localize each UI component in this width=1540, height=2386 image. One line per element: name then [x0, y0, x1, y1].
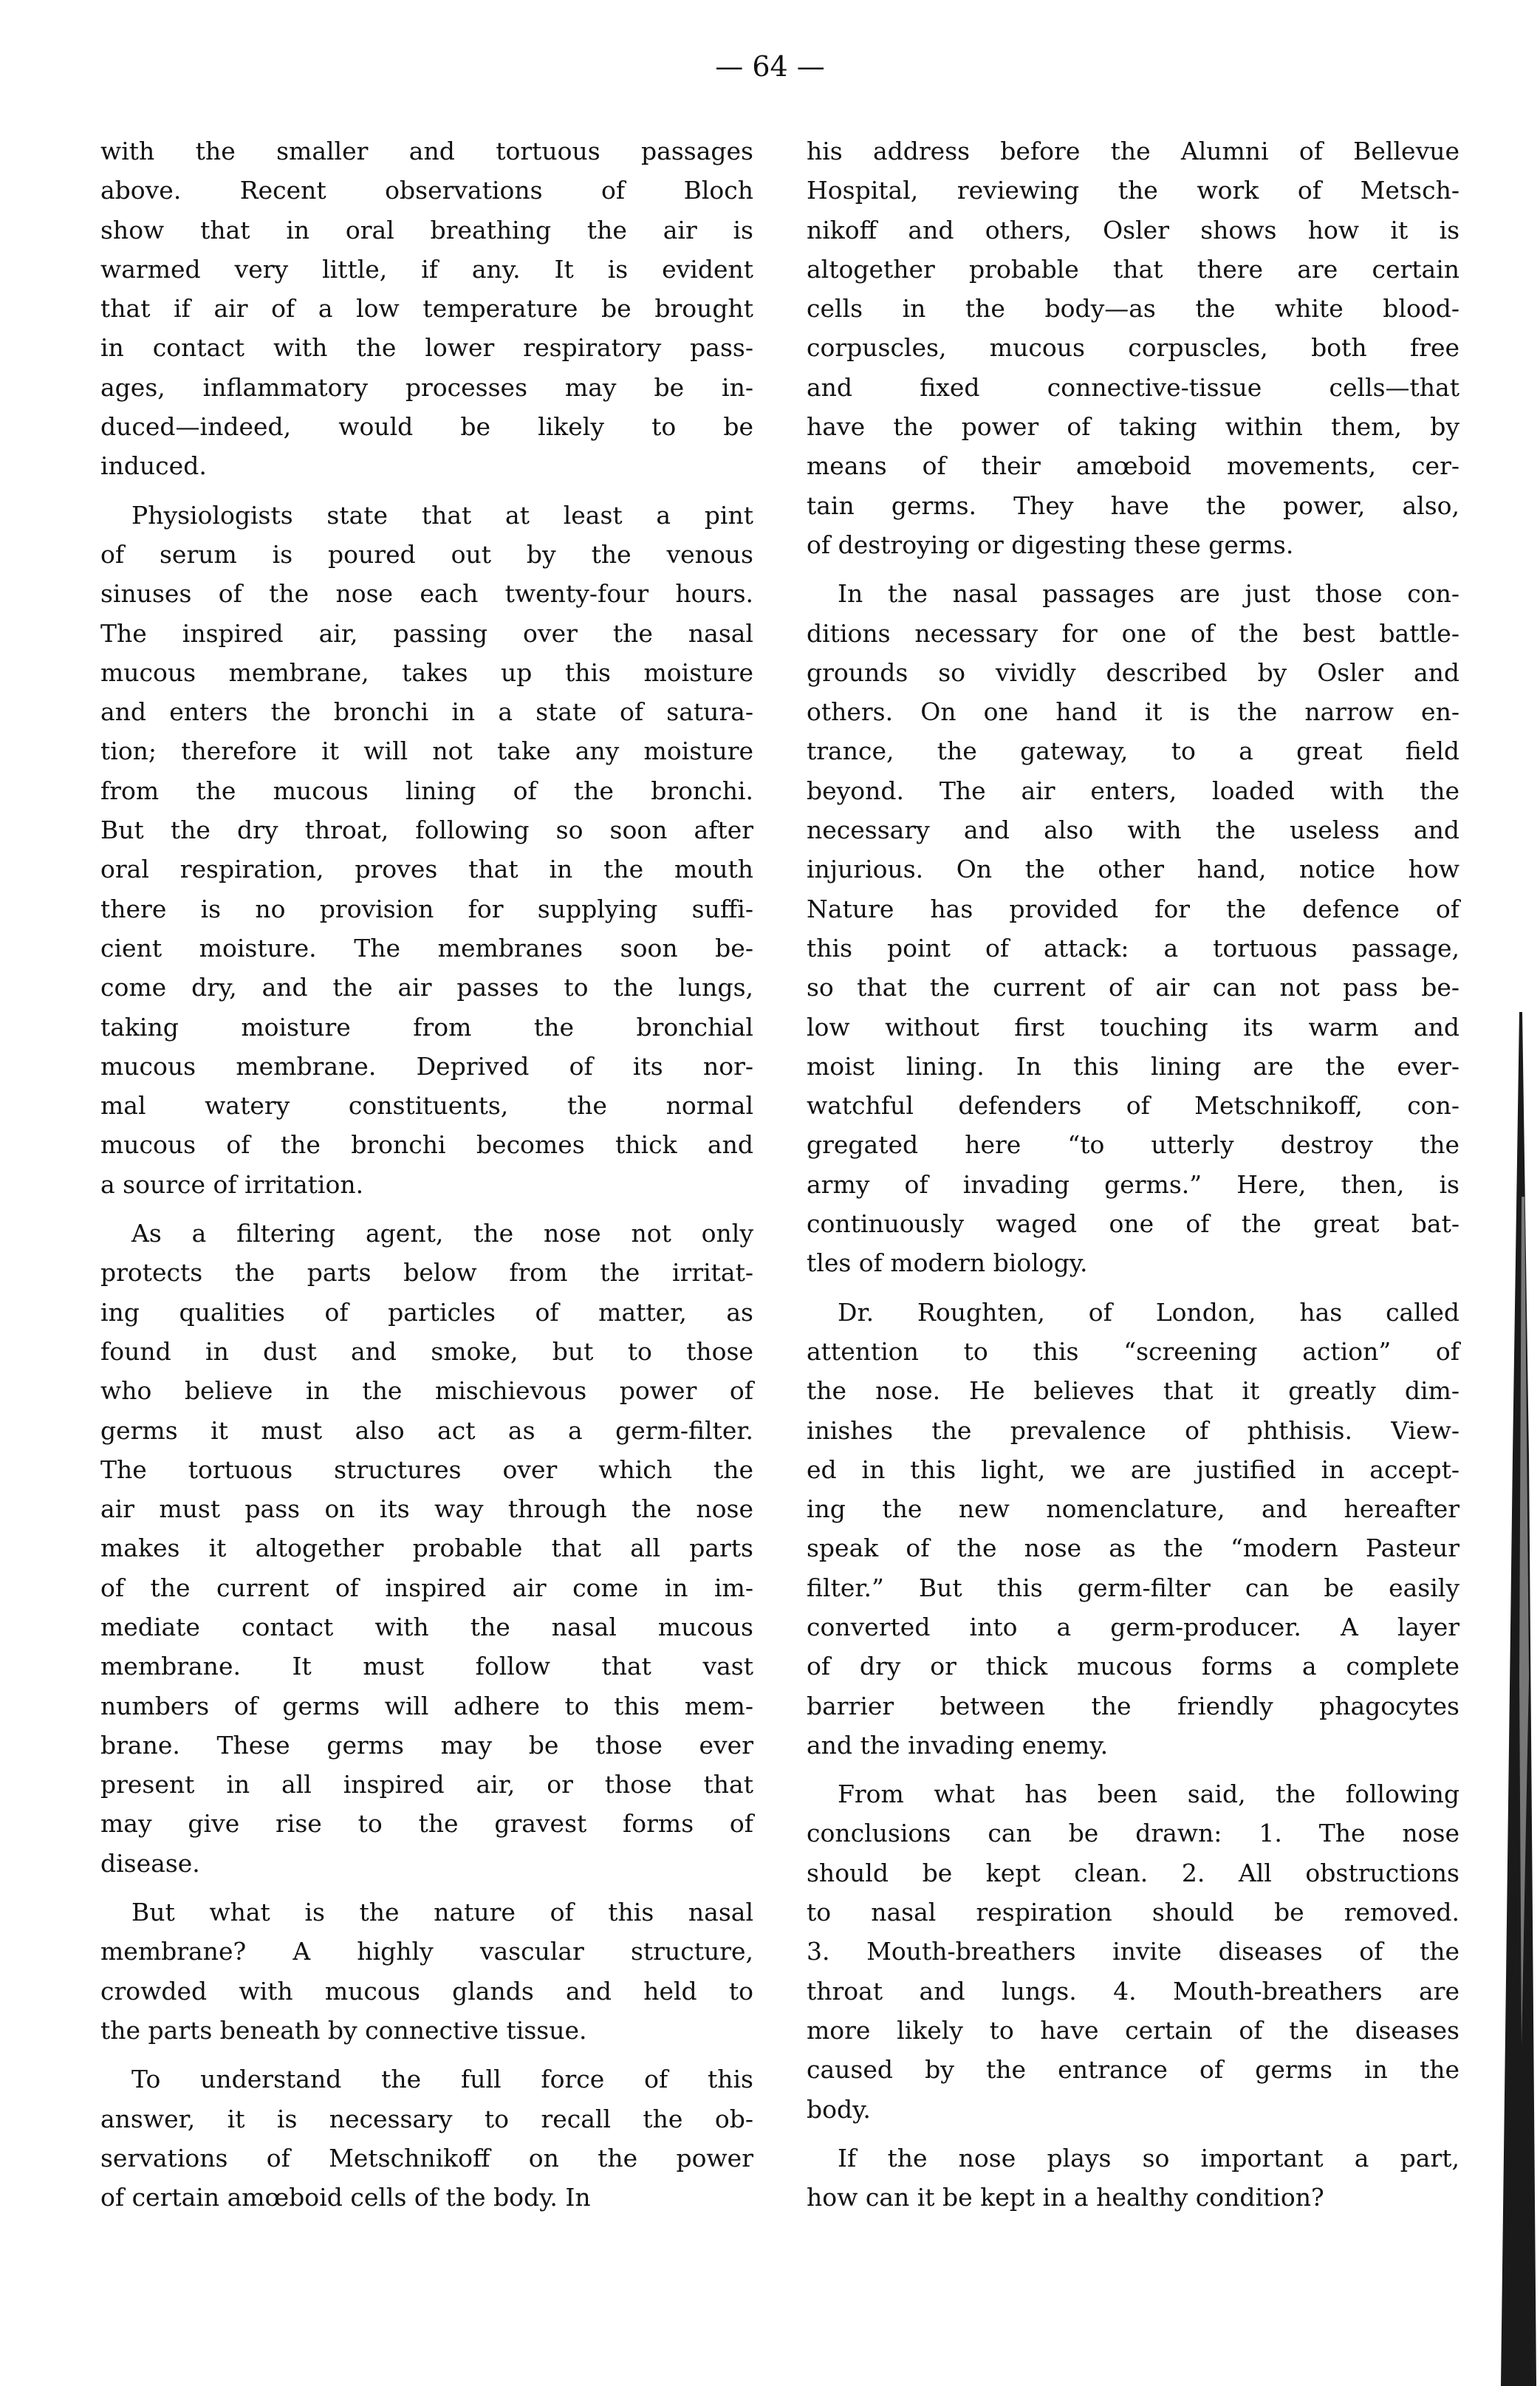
text-line: gregated here “to utterly destroy the	[807, 1130, 1459, 1160]
text-line: Hospital, reviewing the work of Metsch-	[807, 176, 1459, 205]
text-line: From what has been said, the following	[838, 1780, 1459, 1809]
text-line: may give rise to the gravest forms of	[100, 1809, 753, 1839]
page-number: — 64 —	[715, 50, 825, 83]
text-line: tles of modern biology.	[807, 1248, 1088, 1278]
text-line: body.	[807, 2094, 871, 2124]
text-line: Nature has provided for the defence of	[807, 894, 1459, 923]
text-line: germs it must also act as a germ-filter.	[100, 1415, 753, 1445]
text-line: the nose. He believes that it greatly dim-	[807, 1376, 1459, 1406]
text-line: army of invading germs.” Here, then, is	[807, 1169, 1459, 1199]
text-line: duced—indeed, would be likely to be	[100, 412, 753, 442]
text-line: air must pass on its way through the nose	[100, 1494, 753, 1524]
text-line: conclusions can be drawn: 1. The nose	[807, 1819, 1459, 1848]
text-line: The inspired air, passing over the nasal	[100, 618, 753, 648]
paragraph	[100, 2059, 753, 2217]
text-line: and fixed connective-tissue cells—that	[807, 372, 1459, 402]
text-line: necessary and also with the useless and	[807, 816, 1459, 845]
text-line: tain germs. They have the power, also,	[807, 490, 1459, 520]
scan-edge-shadow	[1499, 1012, 1540, 2386]
text-line: servations of Metschnikoff on the power	[100, 2143, 753, 2173]
text-line: As a filtering agent, the nose not only	[131, 1219, 753, 1248]
text-line: and enters the bronchi in a state of satura-	[100, 697, 753, 727]
text-line: crowded with mucous glands and held to	[100, 1976, 753, 2006]
text-line: But the dry throat, following so soon after	[100, 816, 753, 845]
text-line: nikoff and others, Osler shows how it is	[807, 215, 1459, 245]
text-line: who believe in the mischievous power of	[100, 1376, 753, 1406]
text-line: disease.	[100, 1848, 200, 1878]
text-line: to nasal respiration should be removed.	[807, 1898, 1459, 1927]
text-line: of certain amœboid cells of the body. In	[100, 2183, 591, 2212]
text-line: present in all inspired air, or those that	[100, 1770, 753, 1799]
text-line: ditions necessary for one of the best battle-	[807, 618, 1459, 648]
text-line: But what is the nature of this nasal	[131, 1898, 753, 1927]
text-line: mucous membrane. Deprived of its nor-	[100, 1051, 753, 1081]
text-line: of the current of inspired air come in im-	[100, 1573, 753, 1602]
text-line: taking moisture from the bronchial	[100, 1012, 753, 1042]
text-line: should be kept clean. 2. All obstructions	[807, 1858, 1459, 1887]
text-line: ages, inflammatory processes may be in-	[100, 372, 753, 402]
text-line: The tortuous structures over which the	[100, 1454, 753, 1484]
text-line: of serum is poured out by the venous	[100, 539, 753, 569]
text-line: cells in the body—as the white blood-	[807, 294, 1459, 324]
text-line: altogether probable that there are certain	[807, 254, 1459, 284]
text-line: this point of attack: a tortuous passage,	[807, 933, 1459, 963]
paragraph	[807, 131, 1459, 564]
paragraph	[100, 1893, 753, 2050]
paragraph	[807, 1293, 1459, 1765]
text-line: trance, the gateway, to a great field	[807, 736, 1459, 766]
text-line: found in dust and smoke, but to those	[100, 1336, 753, 1366]
text-line: speak of the nose as the “modern Pasteur	[807, 1534, 1459, 1563]
text-line: oral respiration, proves that in the mouth	[100, 855, 753, 884]
text-line: means of their amœboid movements, cer-	[807, 451, 1459, 481]
text-line: injurious. On the other hand, notice how	[807, 855, 1459, 884]
text-line: cient moisture. The membranes soon be-	[100, 933, 753, 963]
text-line: moist lining. In this lining are the ever-	[807, 1051, 1459, 1081]
text-line: his address before the Alumni of Bellevue	[807, 137, 1459, 165]
text-line: that if air of a low temperature be brought	[100, 294, 753, 324]
text-line: brane. These germs may be those ever	[100, 1730, 753, 1760]
text-line: If the nose plays so important a part,	[838, 2143, 1459, 2173]
text-line: warmed very little, if any. It is evident	[100, 254, 753, 284]
text-line: mal watery constituents, the normal	[100, 1091, 753, 1121]
paragraph	[807, 1774, 1459, 2129]
text-line: answer, it is necessary to recall the ob-	[100, 2104, 753, 2133]
paragraph	[100, 131, 753, 486]
text-line: mediate contact with the nasal mucous	[100, 1612, 753, 1641]
text-line: show that in oral breathing the air is	[100, 215, 753, 245]
text-line: numbers of germs will adhere to this mem-	[100, 1691, 753, 1720]
text-line: others. On one hand it is the narrow en-	[807, 697, 1459, 727]
text-line: protects the parts below from the irritat-	[100, 1258, 753, 1288]
text-line: mucous of the bronchi becomes thick and	[100, 1130, 753, 1160]
text-line: 3. Mouth-breathers invite diseases of the	[807, 1937, 1459, 1966]
paragraph	[807, 2139, 1459, 2218]
text-line: watchful defenders of Metschnikoff, con-	[807, 1091, 1459, 1121]
text-line: grounds so vividly described by Osler and	[807, 657, 1459, 687]
text-line: induced.	[100, 451, 207, 481]
text-line: have the power of taking within them, by	[807, 412, 1459, 442]
text-line: filter.” But this germ-filter can be easily	[807, 1573, 1459, 1602]
text-line: attention to this “screening action” of	[807, 1336, 1459, 1366]
text-line: corpuscles, mucous corpuscles, both free	[807, 333, 1459, 363]
text-line: To understand the full force of this	[131, 2065, 753, 2094]
text-line: from the mucous lining of the bronchi.	[100, 776, 753, 805]
text-line: converted into a germ-producer. A layer	[807, 1612, 1459, 1641]
paragraph	[100, 1214, 753, 1883]
text-line: a source of irritation.	[100, 1169, 364, 1199]
right-column	[807, 131, 1459, 2226]
text-line: there is no provision for supplying suffi-	[100, 894, 753, 923]
text-line: the parts beneath by connective tissue.	[100, 2015, 587, 2045]
text-line: low without first touching its warm and	[807, 1012, 1459, 1042]
text-line: inishes the prevalence of phthisis. View-	[807, 1415, 1459, 1445]
text-line: of dry or thick mucous forms a complete	[807, 1652, 1459, 1681]
text-line: mucous membrane, takes up this moisture	[100, 657, 753, 687]
text-line: more likely to have certain of the diseases	[807, 2015, 1459, 2045]
left-column	[100, 131, 753, 2226]
text-line: barrier between the friendly phagocytes	[807, 1691, 1459, 1720]
text-line: ed in this light, we are justified in accept-	[807, 1454, 1459, 1484]
text-line: throat and lungs. 4. Mouth-breathers are	[807, 1976, 1459, 2006]
text-line: continuously waged one of the great bat-	[807, 1209, 1459, 1239]
text-line: membrane. It must follow that vast	[100, 1652, 753, 1681]
text-line: above. Recent observations of Bloch	[100, 176, 753, 205]
text-line: beyond. The air enters, loaded with the	[807, 776, 1459, 805]
text-line: tion; therefore it will not take any moisture	[100, 736, 753, 766]
text-line: with the smaller and tortuous passages	[100, 137, 753, 165]
text-line: sinuses of the nose each twenty-four hours.	[100, 579, 753, 609]
paragraph	[100, 496, 753, 1204]
text-line: come dry, and the air passes to the lungs,	[100, 973, 753, 1002]
text-line: how can it be kept in a healthy condition?	[807, 2183, 1324, 2212]
text-line: Physiologists state that at least a pint	[131, 500, 753, 530]
text-line: membrane? A highly vascular structure,	[100, 1937, 753, 1966]
text-line: so that the current of air can not pass be-	[807, 973, 1459, 1002]
text-line: and the invading enemy.	[807, 1730, 1109, 1760]
text-line: of destroying or digesting these germs.	[807, 530, 1294, 559]
paragraph	[807, 574, 1459, 1282]
text-line: in contact with the lower respiratory pass-	[100, 333, 753, 363]
text-line: ing the new nomenclature, and hereafter	[807, 1494, 1459, 1524]
text-line: ing qualities of particles of matter, as	[100, 1297, 753, 1327]
text-line: makes it altogether probable that all parts	[100, 1534, 753, 1563]
text-line: In the nasal passages are just those con-	[838, 579, 1459, 609]
text-line: caused by the entrance of germs in the	[807, 2055, 1459, 2085]
text-line: Dr. Roughten, of London, has called	[838, 1297, 1459, 1327]
